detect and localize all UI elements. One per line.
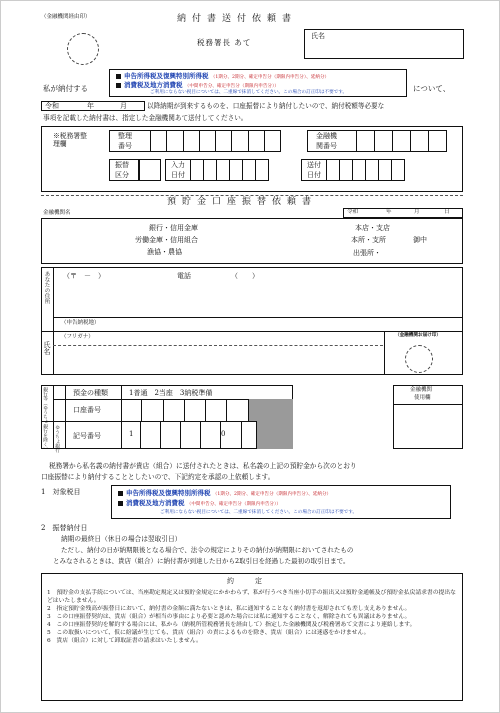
postal-code[interactable]: （〒 － ） xyxy=(63,272,105,280)
bullet-icon xyxy=(118,491,123,496)
section2-date-box[interactable]: 令和 年 月 日 xyxy=(343,208,463,218)
bank-seal-note: （金融機関経由印） xyxy=(41,14,91,20)
terms-list xyxy=(47,590,457,646)
tax-option-instruction: ご利用にならない税目については、二重線で抹消してください。この場合の訂正印は不要です。 xyxy=(150,90,348,95)
tax-option-2[interactable]: 消費税及地方消費税 xyxy=(124,81,183,89)
sender-text: 私が納付する xyxy=(43,84,88,93)
item2-text-3: とみなされるときは、貴店（組合）に納付書が到達した日から2取引日を経過した最初の取引日まで。 xyxy=(53,557,350,565)
tax-place-label: （申告納税地） xyxy=(61,320,100,326)
bullet-icon xyxy=(118,501,123,506)
seiri-number-cells[interactable] xyxy=(151,130,281,152)
request-text-1: 税務署から私名義の納付書が貴店（組合）に送付されたときは、私名義の上記の預貯金から次のとおり xyxy=(49,462,357,470)
item2-label: 2 振替納付日 xyxy=(41,524,88,532)
document-page: （金融機関経由印） 納付書送付依頼書 税務署長 あて 氏名 私が納付する について、 申告所得税及復興特別所得税 （1期分、2期分、確定申告分（期限内申告分）、延納分） 消費税及地方消費税 （中間申告分、確定申告分（期限内申告分）） ご利用にならない税目については、二重線で抹消してください。この場合の訂正印は不要です。 令和 年 月 以降納期が到来するものを、口座振替により納付したいので、納付税額等必要な 事項を記載した納付書は、指定した金融機関あて送付してください。 ※税務署整理欄 整理 番号 金融機 関番号 振替 区分 入力 日付 送付 日付 預貯金口座振替依頼書 金融機関名 令和 年 月 日 銀行・信用金庫 労働金庫・信用組合 漁協・農協 本店・支店 本所・支所 御中 出張所・ あなたの住所 （〒 － ） 電話 （ ） （申告納税地） 氏名 （フリガナ） （金融機関お届け印） 銀行等（ゆうちょ銀行を除く） ゆうちょ銀行 預金の種類 1普通 2当座 3納税準備 口座番号 記号番号 1 0 金融機関 使用欄 税務署から私名義の納付書が貴店（組合）に送付されたときは、私名義の上記の預貯金から次のとおり 口座振替により納付することとしたいので、下記約定を承認の上依頼します。 1 対象税目 申告所得税及復興特別所得税 （1期分、2期分、確定申告分（期限内申告分）、延納分） 消費税及地方消費税 （中間申告分、確定申告分（期限内申告分）） ご利用にならない税目については、二重線で抹消してください。この場合の訂正印は不要です。 2 振替納付日 納期の最終日（休日の場合は翌取引日） ただし、納付の日が納期限後となる場合で、法令の規定によりその納付が納期限においてされたもの とみなされるときは、貴店（組合）に納付書が到達した日から2取引日を経過した最初の取引日まで。 約 定 1 預貯金の支払手続については、当座勘定規定又は預貯金規定にかかわらず、私が行うべき当座小切手の振出又は預貯金通帳及び預貯金払戻請求書の提出などはいたしません。 2 指定預貯金残高が振替日において、納付書の金額に満たないときは、私に通知することなく納付書を返却されても差し支えありません。 3 この口座振替契約は、貴店（組合）が相当の事由により必要と認めた場合には私に通知することなく、解除されても異議はありません。 4 この口座振替契約を解約する場合には、私から（納税所管税務署長を経由して）指定した金融機関及び税務署あて文書により連絡します。 5 この取扱いについて、仮に紛議が生じても、貴店（組合）の責によるものを除き、貴店（組合）には迷惑をかけません。 6 貴店（組合）に対して卸取証書の請求はいたしません。 xyxy=(0,0,500,713)
term-item: 4 この口座振替契約を解約する場合には、私から（納税所管税務署長を経由して）指定した金融機関及び税務署あて文書により連絡します。 xyxy=(47,621,416,628)
tax-option-1-note: （1期分、2期分、確定申告分（期限内申告分）、延納分） xyxy=(210,75,330,80)
phone-label: 電話 xyxy=(177,272,191,280)
addressee: 税務署長 あて xyxy=(197,38,252,47)
input-date-cells[interactable] xyxy=(191,159,269,181)
yucho-vertical-label: ゆうちょ銀行 xyxy=(54,425,60,453)
term-item: 5 この取扱いについて、仮に紛議が生じても、貴店（組合）の責によるものを除き、貴店（組合）には迷惑をかけません。 xyxy=(47,629,370,636)
section2-title: 預貯金口座振替依頼書 xyxy=(167,197,318,207)
bank-number-cells[interactable] xyxy=(357,130,447,152)
term-item: 3 この口座振替契約は、貴店（組合）が相当の事由により必要と認めた場合には私に通知することなく、解除されても異議はありません。 xyxy=(47,613,411,620)
item2-text-1: 納期の最終日（休日の場合は翌取引日） xyxy=(61,535,182,543)
office-use-label: ※税務署整理欄 xyxy=(53,132,87,149)
bank-vertical-label: 銀行等（ゆうちょ銀行を除く） xyxy=(42,387,48,452)
kigo-label: 記号番号 xyxy=(73,432,101,440)
bank-seal-circle xyxy=(67,33,99,65)
bank-info-box[interactable] xyxy=(41,218,463,264)
form-title: 納付書送付依頼書 xyxy=(177,14,298,24)
suffix-text: について、 xyxy=(413,84,451,93)
intro-text-2: 事項を記載した納付書は、指定した金融機関あて送付してください。 xyxy=(43,114,248,122)
tax-option-1[interactable]: 申告所得税及復興特別所得税 xyxy=(124,72,209,80)
terms-heading: 約 定 xyxy=(227,577,262,585)
deposit-types[interactable]: 1普通 2当座 3納税準備 xyxy=(129,389,213,397)
account-no-label: 口座番号 xyxy=(73,406,101,414)
term-item: 2 指定預貯金残高が振替日において、納付書の金額に満たないときは、私に通知することなく納付書を返却されても差し支えありません。 xyxy=(47,605,411,612)
date-box[interactable]: 令和 年 月 xyxy=(41,101,145,111)
account-number-cells[interactable] xyxy=(121,399,293,421)
kigo-number-cells[interactable]: 1 0 xyxy=(121,421,293,449)
term-item: 1 預貯金の支払手続については、当座勘定規定又は預貯金規定にかかわらず、私が行うべき当座小切手の振出又は預貯金通帳及び預貯金払戻請求書の提出などはいたしません。 xyxy=(47,590,456,604)
bank-seal-circle-2[interactable] xyxy=(405,345,433,373)
name-field[interactable] xyxy=(304,29,464,59)
bank-use-box: 金融機関 使用欄 xyxy=(393,385,463,449)
tax-options-box xyxy=(109,69,407,97)
name-label: 氏名 xyxy=(311,32,325,40)
intro-text-1: 以降納期が到来するものを、口座振替により納付したいので、納付税額等必要な xyxy=(147,102,385,110)
cut-line xyxy=(41,195,463,196)
item2-text-2: ただし、納付の日が納期限後となる場合で、法令の規定によりその納付が納期限においてされたもの xyxy=(61,546,354,554)
deposit-type-label: 預金の種類 xyxy=(73,389,108,397)
phone-field[interactable]: （ ） xyxy=(231,272,259,280)
bank-name-label: 金融機関名 xyxy=(43,210,71,216)
tax-option-1b[interactable]: 申告所得税及復興特別所得税 xyxy=(126,489,211,497)
name-vertical-label: 氏名 xyxy=(43,341,51,355)
request-text-2: 口座振替により納付することとしたいので、下記約定を承認の上依頼します。 xyxy=(41,473,275,481)
address-vertical-label: あなたの住所 xyxy=(43,271,50,304)
bullet-icon xyxy=(116,74,121,79)
tax-options-box-2: 申告所得税及復興特別所得税 （1期分、2期分、確定申告分（期限内申告分）、延納分） 消費税及地方消費税 （中間申告分、確定申告分（期限内申告分）） ご利用にならない税目については、二重線で抹消してください。この場合の訂正印は不要です。 xyxy=(111,485,451,519)
bullet-icon xyxy=(116,83,121,88)
applicant-box xyxy=(41,267,463,375)
furikae-cell[interactable] xyxy=(139,159,161,181)
item1-label: 1 対象税目 xyxy=(41,488,81,496)
send-date-cells[interactable] xyxy=(327,159,405,181)
tax-option-2b[interactable]: 消費税及地方消費税 xyxy=(126,499,185,507)
furigana-label: （フリガナ） xyxy=(61,334,94,340)
bank-seal-label: （金融機関お届け印） xyxy=(395,333,441,338)
term-item: 6 貴店（組合）に対して卸取証書の請求はいたしません。 xyxy=(47,637,202,644)
tax-option-2-note: （中間申告分、確定申告分（期限内申告分）） xyxy=(184,84,279,89)
